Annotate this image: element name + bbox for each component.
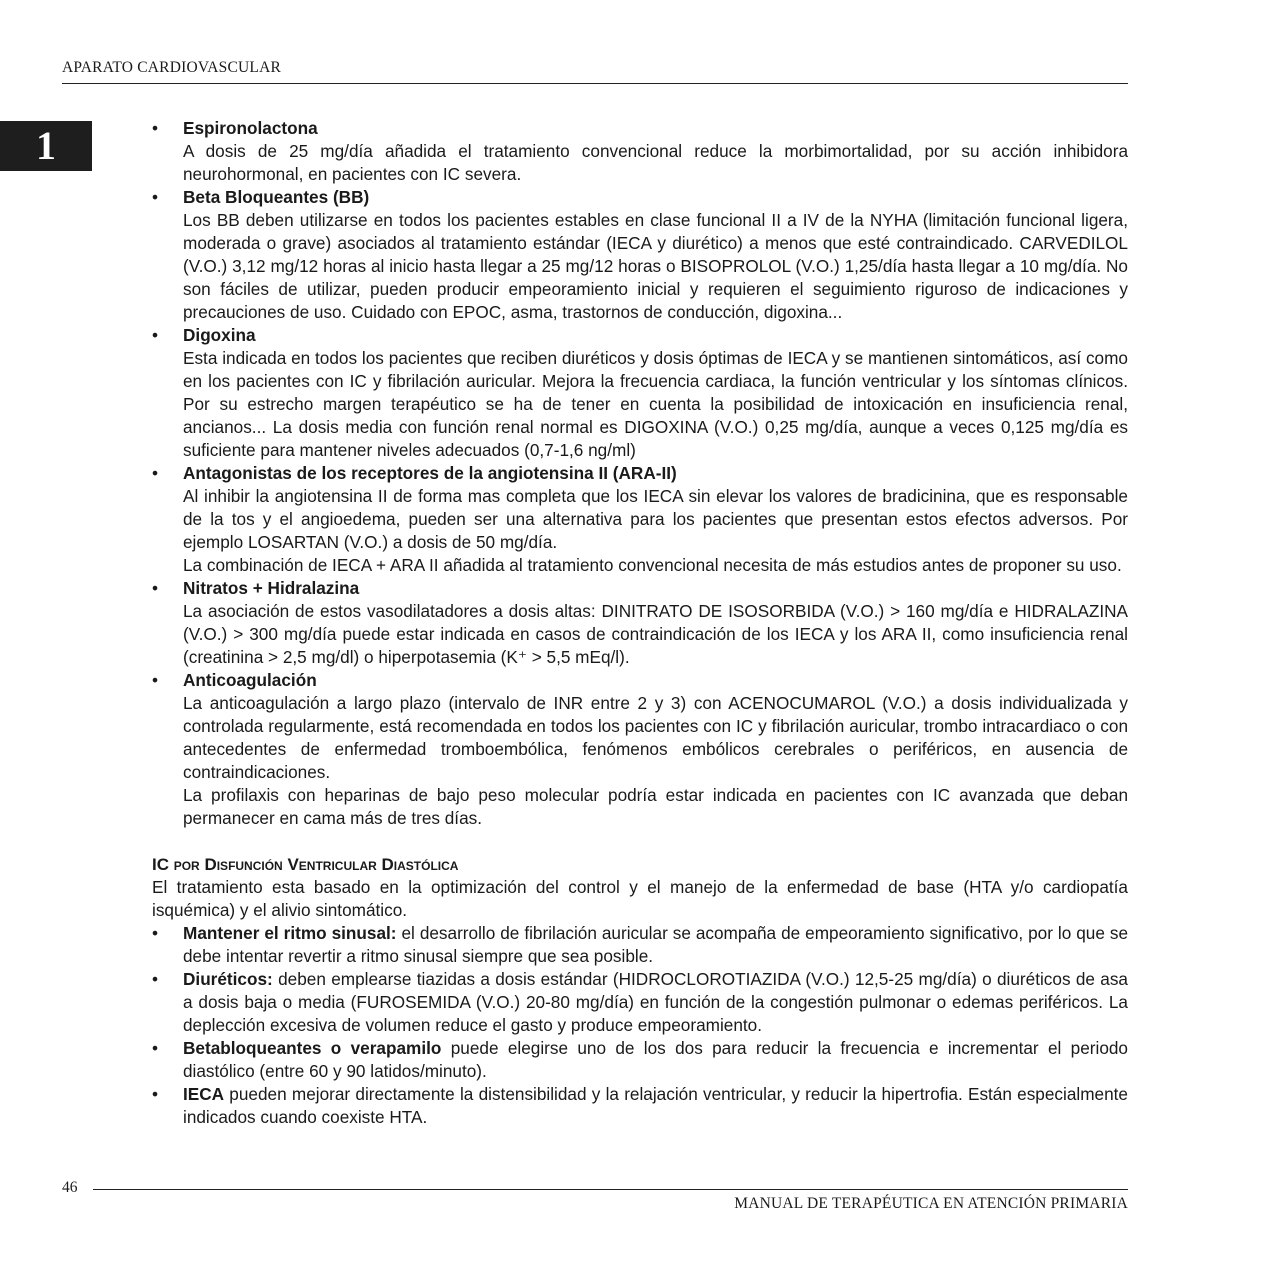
item-text: deben emplearse tiazidas a dosis estándar (HIDROCLOROTIAZIDA (V.O.) 12,5-25 mg/día) o diuréticos de asa a dosis baja o media (FUROSEMIDA (V.O.) 20-80 mg/día) en función de la congestión pulmonar o edemas periféricos. La deplección excesiva de volumen reduce el gasto y produce empeoramiento. — [183, 969, 1128, 1035]
list-item-diureticos — [152, 968, 1128, 1037]
bullet-icon: • — [152, 463, 159, 483]
item-title: Digoxina — [183, 325, 256, 345]
bullet-icon: • — [152, 578, 159, 598]
list-item-ritmo-sinusal — [152, 922, 1128, 968]
item-title: Antagonistas de los receptores de la angiotensina II (ARA-II) — [183, 463, 677, 483]
item-title: Anticoagulación — [183, 670, 317, 690]
item-lead: Diuréticos: — [183, 969, 273, 989]
item-paragraph: La anticoagulación a largo plazo (intervalo de INR entre 2 y 3) con ACENOCUMAROL (V.O.) a dosis individualizada y controlada regularmente, está recomendada en todos los pacientes con IC y fibrilación auricular, trombo intracardiaco o con antecedentes de enfermedad tromboembólica, fenómenos embólicos cerebrales o periféricos, en ausencia de contraindicaciones. — [183, 693, 1128, 782]
item-lead: Betabloqueantes o verapamilo — [183, 1038, 442, 1058]
bullet-icon: • — [152, 187, 159, 207]
item-lead: IECA — [183, 1084, 225, 1104]
item-paragraph: La profilaxis con heparinas de bajo peso molecular podría estar indicada en pacientes con IC avanzada que deban permanecer en cama más de tres días. — [183, 785, 1128, 828]
chapter-tab: 1 — [0, 121, 92, 171]
list-item-betabloqueantes — [152, 1037, 1128, 1083]
item-lead: Mantener el ritmo sinusal: — [183, 923, 397, 943]
item-paragraph: Esta indicada en todos los pacientes que reciben diuréticos y dosis óptimas de IECA y se mantienen sintomáticos, así como en los pacientes con IC y fibrilación auricular. Mejora la frecuencia cardiaca, la función ventricular y los síntomas clínicos. Por su estrecho margen terapéutico se ha de tener en cuenta la posibilidad de intoxicación en insuficiencia renal, ancianos... La dosis media con función renal normal es DIGOXINA (V.O.) 0,25 mg/día, aunque a veces 0,125 mg/día es suficiente para mantener niveles adecuados (0,7-1,6 ng/ml) — [183, 348, 1128, 460]
bullet-icon: • — [152, 969, 159, 989]
item-paragraph: A dosis de 25 mg/día añadida el tratamiento convencional reduce la morbimortalidad, por su acción inhibidora neurohormonal, en pacientes con IC severa. — [183, 141, 1128, 184]
running-footer-title: MANUAL DE TERAPÉUTICA EN ATENCIÓN PRIMARIA — [734, 1195, 1128, 1212]
bullet-icon: • — [152, 1084, 159, 1104]
bullet-icon: • — [152, 1038, 159, 1058]
bullet-icon: • — [152, 670, 159, 690]
list-item-nitratos-hidralazina — [152, 577, 1128, 669]
list-item-ara-ii — [152, 462, 1128, 577]
section-heading: IC por Disfunción Ventricular Diastólica — [152, 855, 459, 874]
bullet-icon: • — [152, 923, 159, 943]
item-paragraph: La combinación de IECA + ARA II añadida al tratamiento convencional necesita de más estudios antes de proponer su uso. — [183, 555, 1122, 575]
list-item-beta-bloqueantes — [152, 186, 1128, 324]
item-title: Nitratos + Hidralazina — [183, 578, 360, 598]
item-text: el desarrollo de fibrilación auricular se acompaña de empeoramiento significativo, por lo que se debe intentar revertir a ritmo sinusal siempre que sea posible. — [183, 923, 1128, 966]
item-text: pueden mejorar directamente la distensibilidad y la relajación ventricular, y reducir la hipertrofia. Están especialmente indicados cuando coexiste HTA. — [183, 1084, 1128, 1127]
list-item-espironolactona — [152, 117, 1128, 186]
item-title: Beta Bloqueantes (BB) — [183, 187, 370, 207]
page-body — [152, 117, 1128, 1129]
page-number: 46 — [62, 1179, 78, 1196]
header-divider — [62, 83, 1128, 84]
item-title: Espironolactona — [183, 118, 318, 138]
list-item-digoxina — [152, 324, 1128, 462]
list-item-anticoagulacion — [152, 669, 1128, 830]
bullet-icon: • — [152, 118, 159, 138]
item-paragraph: Los BB deben utilizarse en todos los pacientes estables en clase funcional II a IV de la NYHA (limitación funcional ligera, moderada o grave) asociados al tratamiento estándar (IECA y diurético) a menos que esté contraindicado. CARVEDILOL (V.O.) 3,12 mg/12 horas al inicio hasta llegar a 25 mg/12 horas o BISOPROLOL (V.O.) 1,25/día hasta llegar a 10 mg/día. No son fáciles de utilizar, pueden producir empeoramiento inicial y requieren el seguimiento riguroso de indicaciones y precauciones de uso. Cuidado con EPOC, asma, trastornos de conducción, digoxina... — [183, 210, 1128, 322]
item-paragraph: Al inhibir la angiotensina II de forma mas completa que los IECA sin elevar los valores de bradicinina, que es responsable de la tos y el angioedema, pueden ser una alternativa para los pacientes que presentan estos efectos adversos. Por ejemplo LOSARTAN (V.O.) a dosis de 50 mg/día. — [183, 486, 1128, 552]
section-intro: El tratamiento esta basado en la optimización del control y el manejo de la enfermedad de base (HTA y/o cardiopatía isquémica) y el alivio sintomático. — [152, 877, 1128, 920]
list-item-ieca — [152, 1083, 1128, 1129]
item-text: puede elegirse uno de los dos para reducir la frecuencia e incrementar el periodo diastólico (entre 60 y 90 latidos/minuto). — [183, 1038, 1128, 1081]
footer-divider — [93, 1189, 1128, 1190]
bullet-icon: • — [152, 325, 159, 345]
item-paragraph: La asociación de estos vasodilatadores a dosis altas: DINITRATO DE ISOSORBIDA (V.O.) > 160 mg/día e HIDRALAZINA (V.O.) > 300 mg/día puede estar indicada en casos de contraindicación de los IECA y los ARA II, como insuficiencia renal (creatinina > 2,5 mg/dl) o hiperpotasemia (K⁺ > 5,5 mEq/l). — [183, 601, 1128, 667]
running-header-title: APARATO CARDIOVASCULAR — [62, 59, 282, 76]
